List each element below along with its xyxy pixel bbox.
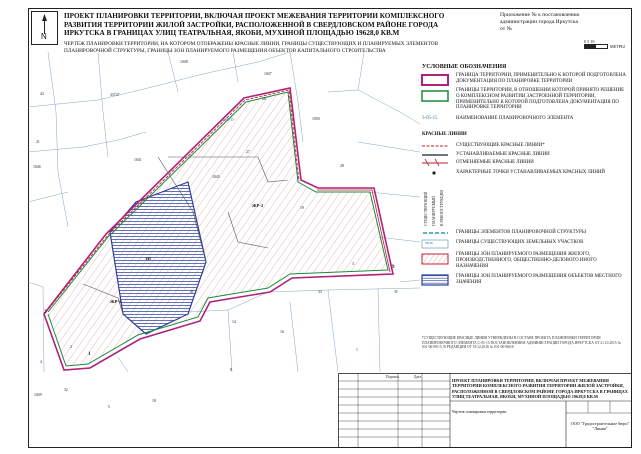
parcel-label: 5: [108, 405, 110, 409]
stamp-col-date: Дата: [414, 375, 422, 379]
appendix-block: [500, 12, 630, 34]
legend-element-code: 3-05-15: [422, 116, 438, 121]
legend-vertical-label: СУЩЕСТВУЮЩИЙ: [424, 191, 428, 226]
scale-ticks: 0 5 10: [584, 39, 595, 44]
parcel-label: 14: [232, 320, 236, 324]
parcel-label: 28: [340, 164, 344, 168]
stamp-description: Чертеж планировки территории: [452, 409, 507, 414]
legend-item: НАИМЕНОВАНИЕ ПЛАНИРОВОЧНОГО ЭЛЕМЕНТА: [456, 116, 574, 121]
legend-item: ГРАНИЦЫ ТЕРРИТОРИИ, В ОТНОШЕНИИ КОТОРОЙ ПРИНЯТО РЕШЕНИЕ О КОМПЛЕКСНОМ РАЗВИТИИ ЗАСТРОЕННОЙ ТЕРРИТОРИИ, ПРИМЕНИТЕЛЬНО К КОТОРОЙ ПОДГОТОВЛЕНА ДОКУМЕНТАЦИЯ ПО ПЛАНИРОВКЕ ТЕРРИТОРИИ: [456, 88, 625, 111]
parcel-label: 21: [36, 140, 40, 144]
parcel-label: 1045: [212, 175, 220, 179]
parcel-label: 19: [300, 206, 304, 210]
page-subtitle: ЧЕРТЕЖ ПЛАНИРОВКИ ТЕРРИТОРИИ, НА КОТОРОМ ОТОБРАЖЕНЫ КРАСНЫЕ ЛИНИИ, ГРАНИЦЫ СУЩЕСТВУЮЩИХ И ПЛАНИРУЕМЫХ ЭЛЕМЕНТОВ ПЛАНИРОВОЧНОЙ СТРУКТУРЫ, ГРАНИЦЫ ЗОН ПЛАНИРУЕМОГО РАЗМЕЩЕНИЯ ОБЪЕКТОВ КАПИТАЛЬНОГО СТРОИТЕЛЬСТВА: [64, 41, 439, 54]
parcel-label: 26: [262, 97, 266, 101]
stamp-title: ПРОЕКТ ПЛАНИРОВКИ ТЕРРИТОРИИ, ВКЛЮЧАЯ ПРОЕКТ МЕЖЕВАНИЯ ТЕРРИТОРИИ КОМПЛЕКСНОГО РАЗВИТИЯ ТЕРРИТОРИИ ЖИЛОЙ ЗАСТРОЙКИ, РАСПОЛОЖЕННОЙ В СВЕРДЛОВСКОМ РАЙОНЕ ГОРОДА ИРКУТСКА В ГРАНИЦАХ УЛИЦ ТЕАТРАЛЬНАЯ, ЯКОБИ, МУХИНОЙ ПЛОЩАДЬЮ 19628,0 КВ.М: [452, 378, 628, 400]
legend-title: УСЛОВНЫЕ ОБОЗНАЧЕНИЯ: [422, 64, 507, 70]
legend-item: ГРАНИЦЫ ЗОН ПЛАНИРУЕМОГО РАЗМЕЩЕНИЯ ОБЪЕКТОВ МЕСТНОГО ЗНАЧЕНИЯ: [456, 274, 622, 285]
parcel-label: 18: [152, 399, 156, 403]
zone-label-2: ЖР-2: [252, 203, 264, 208]
parcel-label: 8: [230, 368, 232, 372]
parcel-label: 33: [318, 290, 322, 294]
point-label-2: 2: [44, 310, 47, 315]
legend-vertical-label: К РЕКОНСТРУКЦИИ: [440, 189, 444, 226]
legend-note: *СУЩЕСТВУЮЩИЕ КРАСНЫЕ ЛИНИИ УТВЕРЖДЕНЫ В СОСТАВЕ ПРОЕКТА ПЛАНИРОВКИ ТЕРРИТОРИИ ПЛАНИРОВОЧНОГО ЭЛЕМЕНТА С-05-15 ПОСТАНОВЛЕНИЕМ АДМИНИСТРАЦИИ ГОРОДА ИРКУТСКА ОТ 21.10.2015 № 031-06-991/5, В РЕДАКЦИИ ОТ 19.12.2016 № 031-06-966/6: [422, 336, 621, 350]
parcel-label: 3: [352, 262, 354, 266]
stamp-organization: ООО "Градостроительное бюро" "Линия": [570, 421, 630, 432]
element-code-map: 3-05-15: [222, 118, 235, 122]
parcel-label: 1047: [264, 72, 272, 76]
parcel-label: 1: [356, 348, 358, 352]
stamp-col-signature: Подпись: [386, 375, 400, 379]
scale-bar: [584, 39, 630, 49]
legend-item: ХАРАКТЕРНЫЕ ТОЧКИ УСТАНАВЛИВАЕМЫХ КРАСНЫХ ЛИНИЙ: [456, 170, 605, 175]
parcel-label: 33727: [110, 93, 120, 97]
legend-red-lines-title: КРАСНЫЕ ЛИНИИ: [422, 132, 467, 137]
parcel-label: 43: [40, 92, 44, 96]
parcel-label: 1050: [312, 117, 320, 121]
legend-item: ГРАНИЦЫ СУЩЕСТВУЮЩИХ ЗЕМЕЛЬНЫХ УЧАСТКОВ: [456, 240, 584, 245]
parcel-label: 35: [394, 290, 398, 294]
page-title: ПРОЕКТ ПЛАНИРОВКИ ТЕРРИТОРИИ, ВКЛЮЧАЯ ПРОЕКТ МЕЖЕВАНИЯ ТЕРРИТОРИИ КОМПЛЕКСНОГО РАЗВИТИЯ ТЕРРИТОРИИ ЖИЛОЙ ЗАСТРОЙКИ, РАСПОЛОЖЕННОЙ В СВЕРДЛОВСКОМ РАЙОНЕ ГОРОДА ИРКУТСКА В ГРАНИЦАХ УЛИЦ ТЕАТРАЛЬНАЯ, ЯКОБИ, МУХИНОЙ ПЛОЩАДЬЮ 19628,0 КВ.М: [64, 12, 445, 38]
point-label-1: 1: [88, 352, 91, 357]
appendix-line: Приложение № к постановлению: [500, 12, 580, 18]
legend-item: ОТМЕНЯЕМЫЕ КРАСНЫЕ ЛИНИИ: [456, 160, 534, 165]
legend-item: ГРАНИЦА ТЕРРИТОРИИ, ПРИМЕНИТЕЛЬНО К КОТОРОЙ ПОДГОТОВЛЕНА ДОКУМЕНТАЦИЯ ПО ПЛАНИРОВКЕ ТЕРРИТОРИИ: [456, 73, 626, 84]
zone-label-3: ЗИ: [145, 256, 151, 261]
legend-item: ГРАНИЦЫ ЗОН ПЛАНИРУЕМОГО РАЗМЕЩЕНИЯ ЖИЛОГО, ПРОИЗВОДСТВЕННОГО, ОБЩЕСТВЕННО-ДЕЛОВОГО ИНОГО НАЗНАЧЕНИЯ: [456, 252, 597, 269]
legend-parcel-code: 38:36: [425, 241, 433, 245]
parcel-label: 41: [190, 290, 194, 294]
legend-item: СУЩЕСТВУЮЩИЕ КРАСНЫЕ ЛИНИИ*: [456, 143, 545, 148]
parcel-label: 1041: [134, 158, 142, 162]
planning-map: [28, 52, 420, 372]
parcel-label: 1048: [180, 60, 188, 64]
point-label-9: 9: [392, 265, 395, 270]
zone-label-1: ЖР-1: [110, 299, 122, 304]
parcel-label: 16: [280, 330, 284, 334]
appendix-line: от №: [500, 26, 512, 33]
parcel-label: 2: [70, 345, 72, 349]
parcel-label: 1046: [33, 165, 41, 169]
scale-unit: МЕТРЫ: [610, 44, 625, 49]
legend-vertical-label: ПЛАНИРУЕМЫЙ: [432, 196, 436, 226]
north-letter: N: [41, 32, 47, 41]
north-arrow: [31, 11, 58, 45]
parcel-label: 1049: [34, 393, 42, 397]
legend-item: УСТАНАВЛИВАЕМЫЕ КРАСНЫЕ ЛИНИИ: [456, 152, 550, 157]
legend-item: ГРАНИЦЫ ЭЛЕМЕНТОВ ПЛАНИРОВОЧНОЙ СТРУКТУРЫ: [456, 230, 586, 235]
parcel-label: 27: [246, 150, 250, 154]
parcel-label: 4: [40, 360, 42, 364]
parcel-label: 32: [64, 388, 68, 392]
zone-residential-area: [48, 92, 388, 366]
appendix-line: администрации города Иркутска: [500, 19, 578, 26]
